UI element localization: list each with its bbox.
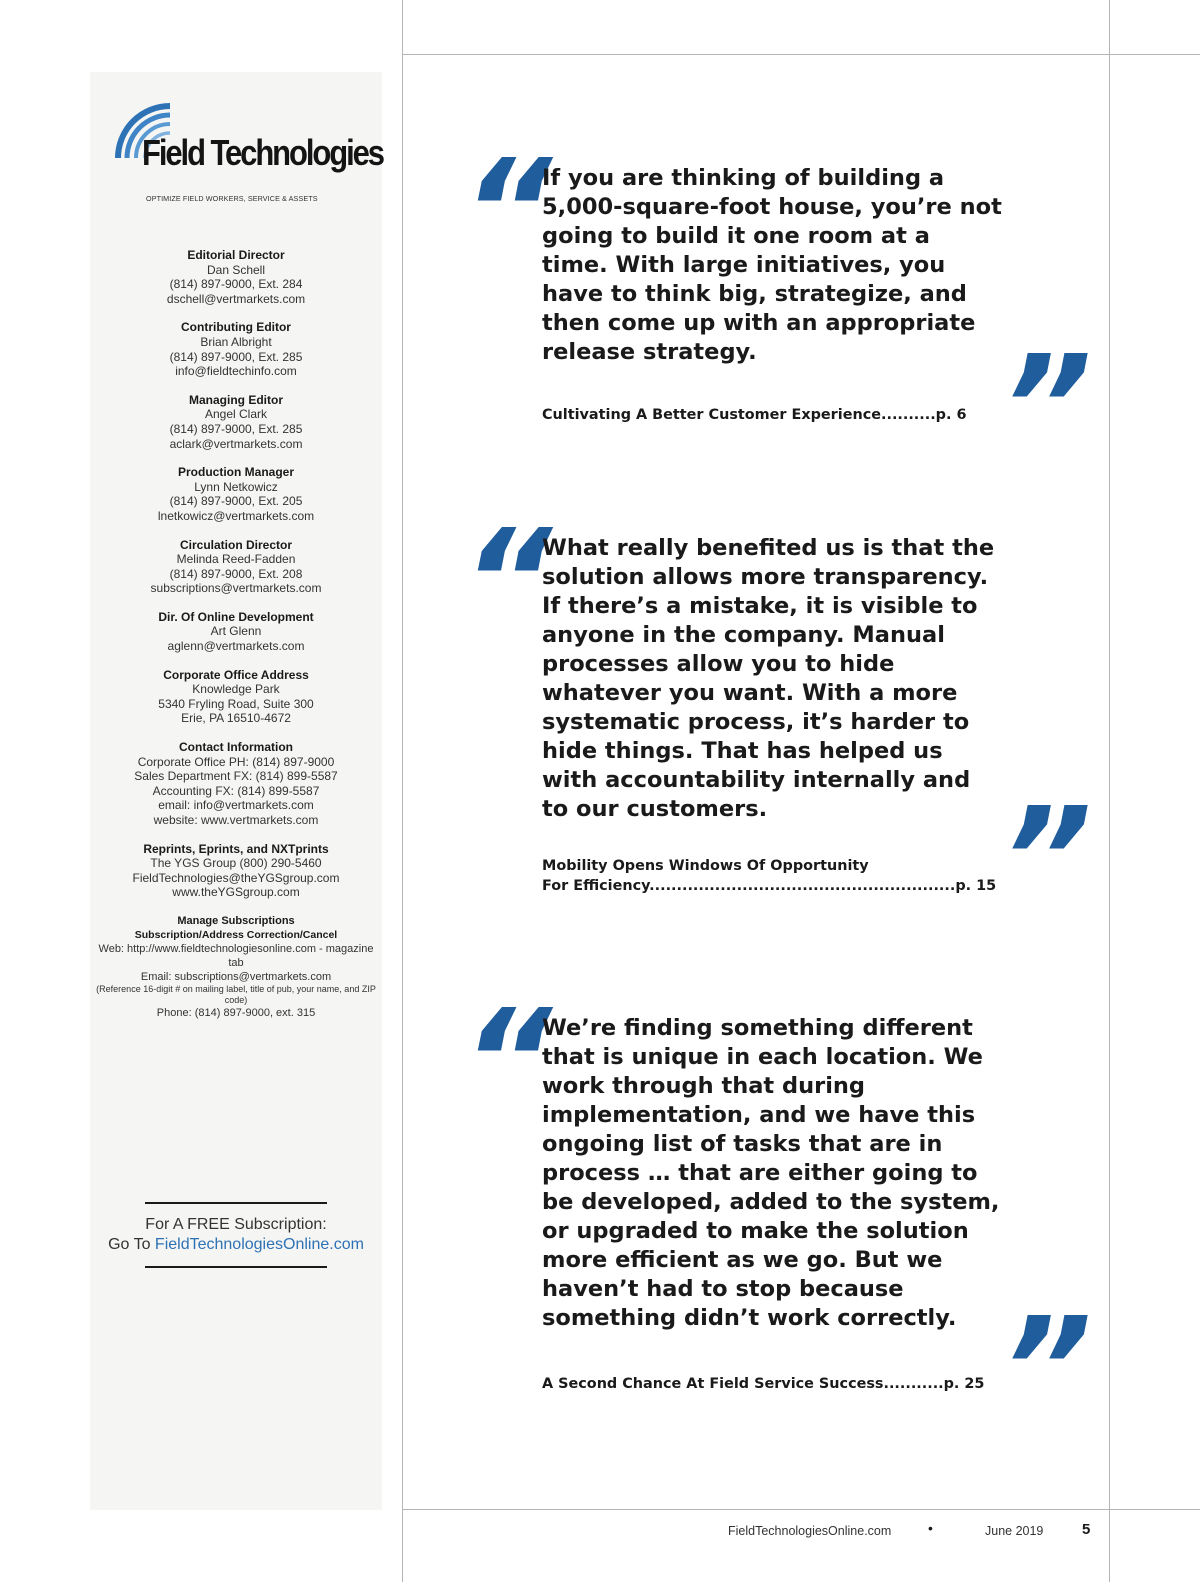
article-reference[interactable] — [542, 856, 1002, 896]
bottom-rule — [402, 1509, 1200, 1510]
page-number: 5 — [1082, 1521, 1091, 1538]
column-divider-right — [1109, 0, 1110, 1582]
address-line: Knowledge Park — [192, 682, 280, 697]
staff-block-managing-editor — [90, 393, 382, 451]
pull-quote-1 — [462, 130, 1093, 489]
staff-email: dschell@vertmarkets.com — [166, 291, 306, 306]
staff-name: Lynn Netkowicz — [194, 479, 278, 494]
top-rule — [402, 54, 1200, 55]
staff-role: Dir. Of Online Development — [158, 609, 314, 624]
corporate-address-block — [90, 668, 382, 726]
open-quote-icon: “ — [462, 500, 553, 663]
article-reference-line: Mobility Opens Windows Of Opportunity — [542, 858, 869, 874]
staff-phone: (814) 897-9000, Ext. 285 — [169, 421, 303, 436]
staff-block-editorial-director — [90, 248, 382, 306]
divider — [145, 1266, 327, 1268]
staff-name: Melinda Reed-Fadden — [176, 552, 296, 567]
article-reference-line: Cultivating A Better Customer Experience..........p. 6 — [542, 407, 967, 423]
open-quote-icon: “ — [462, 130, 553, 293]
quote-text: We’re finding something different that is unique in each location. We work through that during implementation, and we have this ongoing list of tasks that are in process … that are either going to be developed, added to the system, or upgraded to make the solution more efficient as we go. But we haven’t had to stop because something didn’t work correctly. — [542, 1015, 1000, 1331]
staff-block-production-manager — [90, 465, 382, 523]
subscription-heading: For A FREE Subscription: — [145, 1216, 327, 1233]
manage-web: Web: http://www.fieldtechnologiesonline.com - magazine tab — [98, 942, 374, 969]
staff-block-contributing-editor — [90, 320, 382, 378]
contact-information-block — [90, 740, 382, 828]
quote-text: If you are thinking of building a 5,000-square-foot house, you’re not going to build it one room at a time. With large initiatives, you have to think big, strategize, and then come up with an appropriate release strategy. — [542, 165, 1002, 365]
manage-subscriptions-block — [90, 914, 382, 1020]
manage-email: Email: subscriptions@vertmarkets.com — [140, 970, 332, 983]
article-reference[interactable] — [542, 405, 1002, 425]
staff-email: aclark@vertmarkets.com — [169, 436, 303, 451]
footer-date: June 2019 — [985, 1524, 1044, 1538]
manage-heading: Manage Subscriptions — [177, 914, 295, 927]
reprints-line: www.theYGSgroup.com — [172, 885, 300, 900]
pull-quote-3 — [462, 980, 1093, 1451]
staff-name: Dan Schell — [206, 262, 266, 277]
free-subscription-callout — [90, 1202, 382, 1268]
contact-line: Sales Department FX: (814) 899-5587 — [134, 769, 338, 784]
staff-email: lnetkowicz@vertmarkets.com — [157, 508, 315, 523]
logo-title: Field Technologies — [142, 132, 383, 173]
staff-phone: (814) 897-9000, Ext. 285 — [169, 349, 303, 364]
contact-line: email: info@vertmarkets.com — [158, 798, 314, 813]
address-heading: Corporate Office Address — [163, 667, 309, 682]
staff-role: Managing Editor — [189, 392, 283, 407]
staff-email: info@fieldtechinfo.com — [175, 364, 297, 379]
close-quote-icon: ” — [1002, 1288, 1093, 1451]
staff-role: Contributing Editor — [181, 320, 291, 335]
staff-email: subscriptions@vertmarkets.com — [150, 581, 322, 596]
staff-phone: (814) 897-9000, Ext. 284 — [169, 277, 303, 292]
contact-line: Corporate Office PH: (814) 897-9000 — [137, 754, 335, 769]
staff-phone: (814) 897-9000, Ext. 208 — [169, 566, 303, 581]
publication-logo — [108, 96, 383, 203]
subscription-line — [90, 1236, 382, 1254]
staff-role: Production Manager — [177, 465, 294, 480]
footer-bullet: • — [928, 1520, 933, 1536]
staff-name: Brian Albright — [200, 334, 272, 349]
reprints-line: FieldTechnologies@theYGSgroup.com — [132, 870, 340, 885]
staff-phone: (814) 897-9000, Ext. 205 — [169, 494, 303, 509]
close-quote-icon: ” — [1002, 326, 1093, 489]
article-reference[interactable] — [542, 1374, 1002, 1394]
staff-block-circulation-director — [90, 538, 382, 596]
staff-role: Editorial Director — [187, 248, 285, 262]
staff-name: Art Glenn — [210, 624, 262, 639]
open-quote-icon: “ — [462, 980, 553, 1143]
quote-text: What really benefited us is that the solution allows more transparency. If there’s a mistake, it is visible to anyone in the company. Manual processes allow you to hide whatever you want. With a more systematic process, it’s harder to hide things. That has helped us with accountability internally and to our customers. — [542, 535, 995, 822]
address-line: Erie, PA 16510-4672 — [181, 711, 291, 726]
divider — [145, 1202, 327, 1204]
manage-note: (Reference 16-digit # on mailing label, title of pub, your name, and ZIP code) — [96, 983, 376, 1005]
contact-line: Accounting FX: (814) 899-5587 — [152, 783, 320, 798]
masthead-sidebar — [90, 72, 382, 1510]
close-quote-icon: ” — [1002, 778, 1093, 941]
reprints-heading: Reprints, Eprints, and NXTprints — [143, 841, 329, 856]
footer-website[interactable]: FieldTechnologiesOnline.com — [728, 1524, 892, 1538]
column-divider-left — [402, 0, 403, 1582]
subscription-link[interactable]: FieldTechnologiesOnline.com — [154, 1236, 364, 1253]
staff-role: Circulation Director — [179, 537, 293, 552]
contact-line: website: www.vertmarkets.com — [153, 813, 319, 827]
staff-block-online-development — [90, 610, 382, 654]
manage-subheading: Subscription/Address Correction/Cancel — [134, 928, 338, 941]
manage-phone: Phone: (814) 897-9000, ext. 315 — [156, 1006, 316, 1019]
article-reference-line: A Second Chance At Field Service Success...........p. 25 — [542, 1376, 985, 1392]
reprints-block — [90, 842, 382, 900]
staff-list — [90, 248, 382, 1034]
staff-email: aglenn@vertmarkets.com — [167, 639, 305, 654]
subscription-prefix: Go To — [108, 1236, 155, 1253]
reprints-line: The YGS Group (800) 290-5460 — [150, 856, 322, 871]
contact-heading: Contact Information — [179, 740, 293, 755]
staff-name: Angel Clark — [204, 407, 268, 422]
address-line: 5340 Fryling Road, Suite 300 — [158, 696, 314, 711]
logo-tagline: OPTIMIZE FIELD WORKERS, SERVICE & ASSETS — [146, 194, 318, 203]
pull-quote-2 — [462, 500, 1093, 941]
article-reference-line: For Efficiency........................................................p. 15 — [542, 878, 997, 894]
